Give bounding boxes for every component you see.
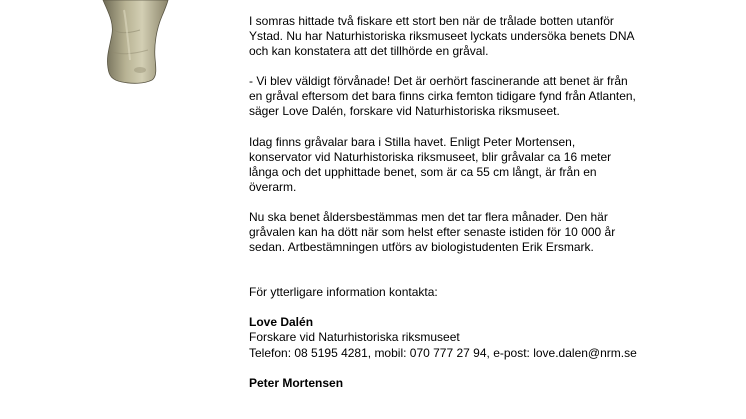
article-paragraph-4: Nu ska benet åldersbestämmas men det tar flera månader. Den här gråvalen kan ha dött när som helst efter senaste istiden för 10 000 år sedan. Artbestämningen utförs av biologistudenten Erik Ersmark. — [249, 209, 616, 255]
contact-name-peter-mortensen: Peter Mortensen — [249, 375, 344, 390]
article-paragraph-2: - Vi blev väldigt förvånade! Det är oerhört fascinerande att benet är från en gråval eftersom det bara finns cirka femton tidigare fynd från Atlanten, säger Love Dalén, forskare vid Naturhistoriska riksmuseet. — [249, 74, 636, 119]
contact-name-love-dalen: Love Dalén — [249, 315, 314, 330]
fossil-bone-photo — [100, 0, 170, 86]
contact-title-love-dalen: Forskare vid Naturhistoriska riksmuseet — [249, 330, 460, 345]
article-body — [249, 14, 729, 391]
article-paragraph-1: I somras hittade två fiskare ett stort ben när de trålade botten utanför Ystad. Nu har Naturhistoriska riksmuseet lyckats undersöka benets DNA och kan konstatera att det tillhörde en gråval. — [249, 14, 635, 59]
article-paragraph-3: Idag finns gråvalar bara i Stilla havet. Enligt Peter Mortensen, konservator vid Naturhistoriska riksmuseet, blir gråvalar ca 16 meter långa och det upphittade benet, som är ca 55 cm långt, är från en överarm. — [249, 134, 612, 194]
contact-details-love-dalen: Telefon: 08 5195 4281, mobil: 070 777 27 94, e-post: love.dalen@nrm.se — [249, 345, 637, 360]
contact-heading: För ytterligare information kontakta: — [249, 285, 438, 300]
